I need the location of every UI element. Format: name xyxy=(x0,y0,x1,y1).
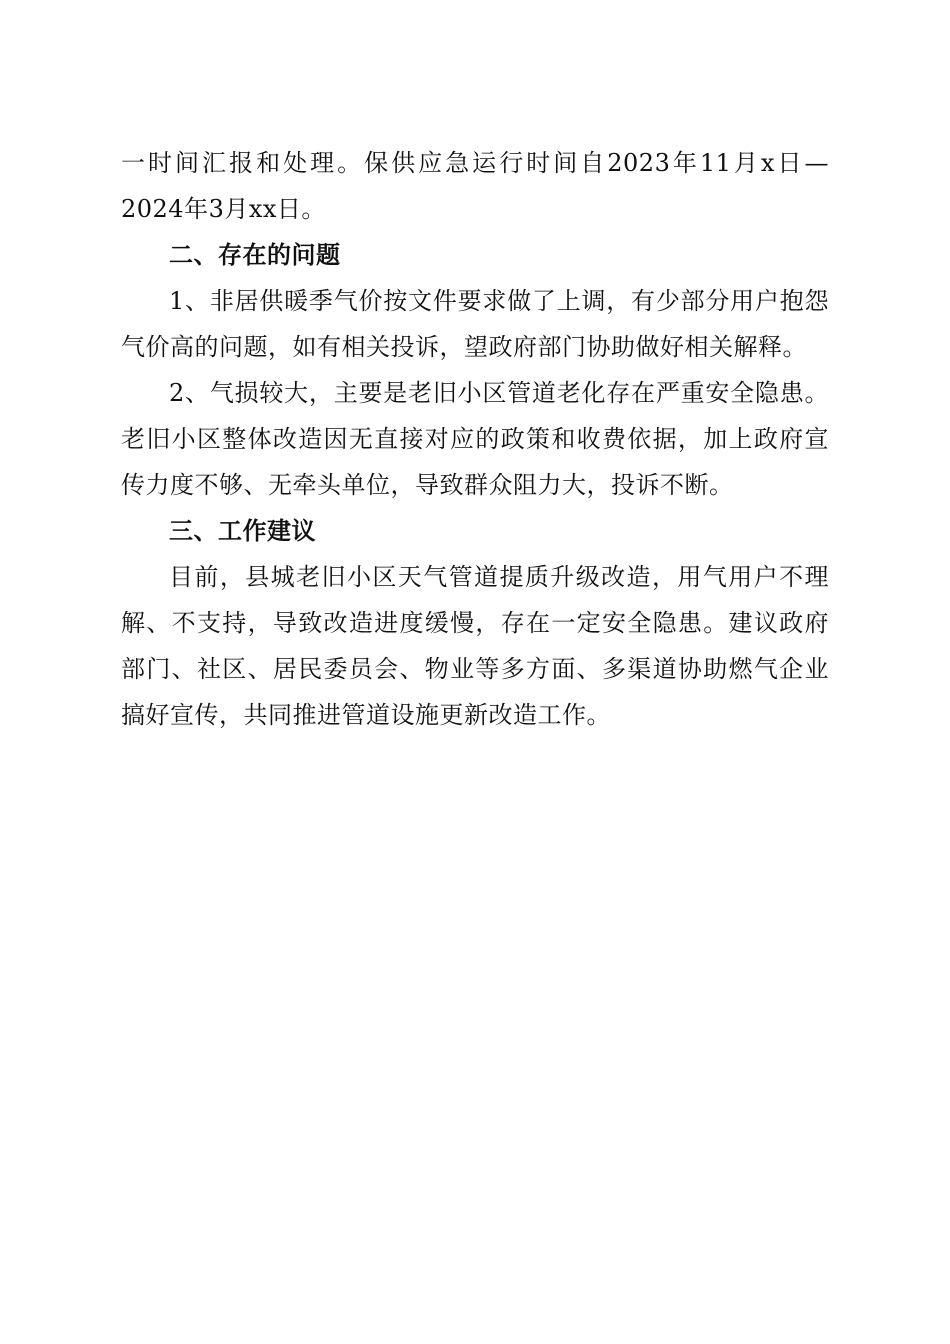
section-heading-problems: 二、存在的问题 xyxy=(169,241,341,269)
document-body xyxy=(121,140,829,738)
continuation-paragraph: 一时间汇报和处理。保供应急运行时间自2023年11月x日—2024年3月xx日。 xyxy=(121,149,829,223)
problem-item-2: 2、气损较大，主要是老旧小区管道老化存在严重安全隐患。老旧小区整体改造因无直接对应的政策和收费依据，加上政府宣传力度不够、无牵头单位，导致群众阻力大，投诉不断。 xyxy=(121,379,829,499)
suggestion-paragraph: 目前，县城老旧小区天气管道提质升级改造，用气用户不理解、不支持，导致改造进度缓慢，存在一定安全隐患。建议政府部门、社区、居民委员会、物业等多方面、多渠道协助燃气企业搞好宣传，共同推进管道设施更新改造工作。 xyxy=(121,563,829,729)
problem-item-1: 1、非居供暖季气价按文件要求做了上调，有少部分用户抱怨气价高的问题，如有相关投诉，望政府部门协助做好相关解释。 xyxy=(121,287,829,361)
section-heading-suggestions: 三、工作建议 xyxy=(169,517,316,545)
